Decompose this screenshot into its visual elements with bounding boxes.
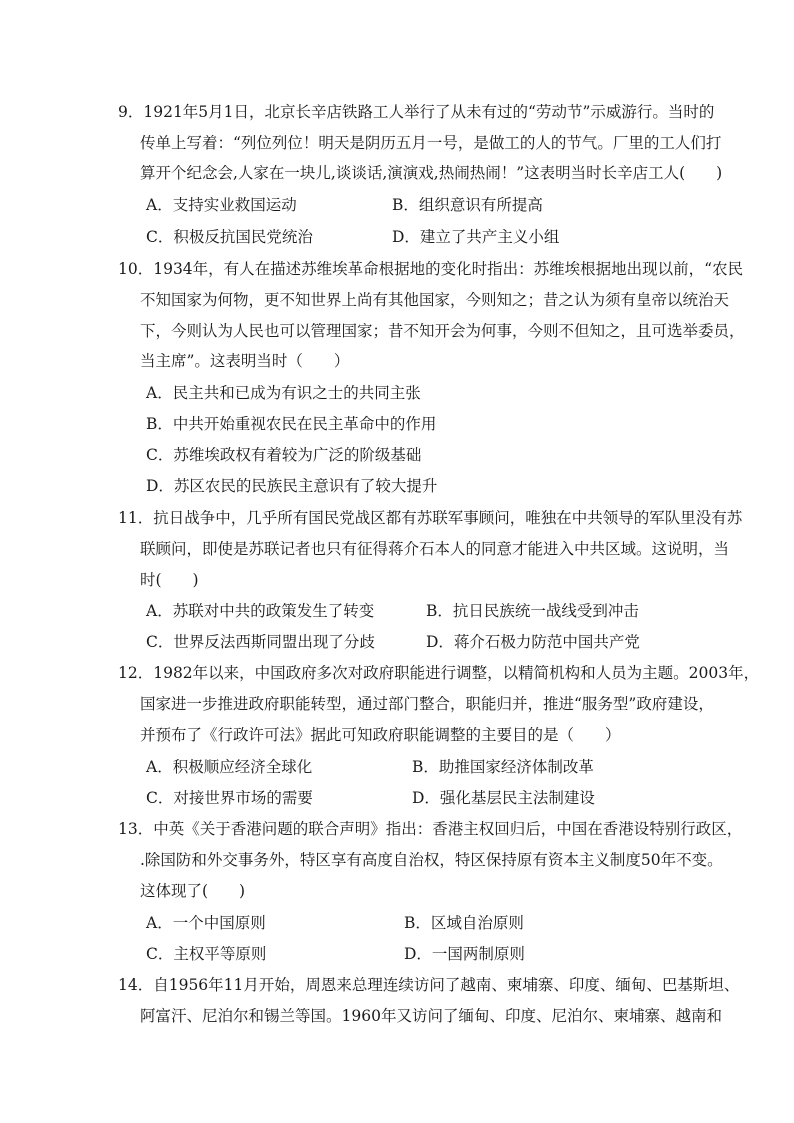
question-12-line-1: 12．1982年以来，中国政府多次对政府职能进行调整，以精简机构和人员为主题。2003年， [118,664,760,682]
question-13-line-3: 这体现了( ) [140,882,246,900]
question-13-line-1: 13．中英《关于香港问题的联合声明》指出：香港主权回归后，中国在香港设特别行政区， [118,820,743,838]
question-9-option-b: B．组织意识有所提高 [392,196,543,214]
question-13-option-b: B．区域自治原则 [404,914,524,932]
question-14-line-1: 14．自1956年11月开始，周恩来总理连续访问了越南、柬埔寨、印度、缅甸、巴基斯坦、 [118,976,740,994]
question-9-option-d: D．建立了共产主义小组 [392,228,560,246]
question-11-line-1: 11．抗日战争中，几乎所有国民党战区都有苏联军事顾问，唯独在中共领导的军队里没有苏 [118,509,743,527]
question-11-option-b: B．抗日民族统一战线受到冲击 [426,602,639,620]
question-12-option-a: A．积极顺应经济全球化 [146,758,313,776]
question-11-option-a: A．苏联对中共的政策发生了转变 [146,602,375,620]
question-10-option-d: D．苏区农民的民族民主意识有了较大提升 [146,477,438,495]
question-12-option-b: B．助推国家经济体制改革 [412,758,594,776]
question-10-option-b: B．中共开始重视农民在民主革命中的作用 [146,415,437,433]
question-11-line-2: 联顾问，即使是苏联记者也只有征得蒋介石本人的同意才能进入中共区域。这说明，当 [140,540,730,558]
question-12-option-c: C．对接世界市场的需要 [146,789,313,807]
question-12-option-d: D．强化基层民主法制建设 [412,789,595,807]
question-10-line-1: 10．1934年，有人在描述苏维埃革命根据地的变化时指出：苏维埃根据地出现以前，“农民 [118,260,744,278]
question-12-line-3: 并预布了《行政许可法》据此可知政府职能调整的主要目的是（ ） [140,726,621,744]
question-12-line-2: 国家进一步推进政府职能转型，通过部门整合，职能归并，推进“服务型”政府建设， [140,695,714,713]
question-9-line-2: 传单上写着：“列位列位！明天是阴历五月一号，是做工的人的节气。厂里的工人们打 [140,134,722,152]
question-11-option-c: C．世界反法西斯同盟出现了分歧 [146,633,375,651]
question-13-option-c: C．主权平等原则 [146,945,267,963]
question-10-line-2: 不知国家为何物，更不知世界上尚有其他国家，今则知之；昔之认为须有皇帝以统治天 [140,291,730,309]
question-10-line-4: 当主席”。这表明当时（ ） [140,352,350,370]
question-9-option-c: C．积极反抗国民党统治 [146,228,313,246]
question-11-line-3: 时( ) [140,571,199,589]
question-11-option-d: D．蒋介石极力防范中国共产党 [426,633,640,651]
question-13-option-a: A．一个中国原则 [146,914,266,932]
question-9-option-a: A．支持实业救国运动 [146,196,297,214]
question-14-line-2: 阿富汗、尼泊尔和锡兰等国。1960年又访问了缅甸、印度、尼泊尔、柬埔寨、越南和 [140,1007,722,1025]
question-13-option-d: D．一国两制原则 [404,945,525,963]
question-13-line-2: .除国防和外交事务外，特区享有高度自治权，特区保持原有资本主义制度50年不变。 [140,851,723,869]
question-10-line-3: 下，今则认为人民也可以管理国家；昔不知开会为何事，今则不但知之，且可选举委员， [140,322,745,340]
question-9-line-3: 算开个纪念会,人家在一块儿,谈谈话,演演戏,热闹热闹！”这表明当时长辛店工人( ) [140,164,723,182]
question-10-option-a: A．民主共和已成为有识之士的共同主张 [146,384,421,402]
question-10-option-c: C．苏维埃政权有着较为广泛的阶级基础 [146,446,422,464]
question-9-line-1: 9．1921年5月1日，北京长辛店铁路工人举行了从未有过的“劳动节”示威游行。当时的 [118,103,715,121]
